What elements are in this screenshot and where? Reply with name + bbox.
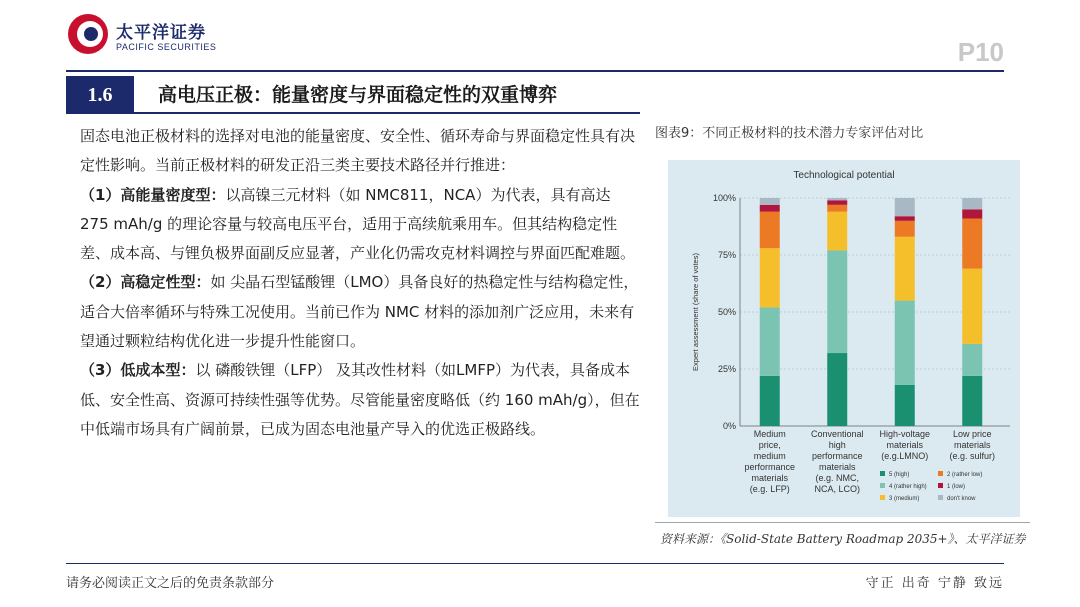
logo-chinese-name: 太平洋证券: [116, 23, 206, 43]
bar-segment: [895, 198, 915, 216]
bar-segment: [962, 198, 982, 209]
section-title: 高电压正极：能量密度与界面稳定性的双重博弈: [158, 84, 558, 106]
bar-segment: [895, 221, 915, 237]
pacific-securities-logo-icon: [66, 12, 110, 56]
bar-segment: [827, 198, 847, 200]
x-category-label: materials: [886, 440, 924, 450]
x-category-label: medium: [753, 451, 786, 461]
y-tick-label: 25%: [717, 364, 736, 374]
paragraph-high-stability: [80, 268, 640, 356]
legend-label: 5 (high): [889, 472, 910, 478]
y-tick-label: 75%: [717, 250, 736, 260]
bar-segment: [827, 250, 847, 353]
figure-caption: 图表9：不同正极材料的技术潜力专家评估对比: [655, 126, 924, 141]
legend-swatch: [938, 483, 943, 488]
paragraph-text: 以 磷酸铁锂（LFP） 及其改性材料（如LMFP）为代表，具备成本低、安全性高、资源可持续性强等优势。尽管能量密度略低（约 160 mAh/g），但在中低端市场具有广阔前景，已成为固态电池量产导入的优选正极路线。: [80, 361, 640, 438]
disclaimer-note: 请务必阅读正文之后的免责条款部分: [66, 576, 275, 591]
header-divider: [66, 70, 1004, 72]
x-category-label: materials: [751, 473, 789, 483]
x-category-label: (e.g. sulfur): [949, 451, 996, 461]
x-category-label: price,: [758, 440, 781, 450]
stacked-bar-chart: [668, 160, 1020, 517]
bar-segment: [827, 353, 847, 426]
paragraph-heading: （3）低成本型：: [80, 361, 196, 380]
bar-segment: [760, 212, 780, 248]
y-tick-label: 0%: [722, 421, 736, 431]
bar-segment: [895, 237, 915, 301]
bar-segment: [962, 344, 982, 376]
company-motto: 守正 出奇 宁静 致远: [865, 576, 1004, 591]
legend-swatch: [938, 471, 943, 476]
x-category-label: high: [828, 440, 846, 450]
page-number: P10: [957, 37, 1004, 67]
chart-panel: [668, 160, 1020, 517]
body-text: [80, 122, 640, 444]
source-divider: [655, 522, 1030, 523]
bar-segment: [962, 219, 982, 269]
paragraph-text: 以高镍三元材料（如 NMC811，NCA）为代表，具有高达 275 mAh/g 的理论容量与较高电压平台，适用于高续航乘用车。但其结构稳定性差、成本高、与锂负极界面副反应显著，产业化仍需攻克材料调控与界面匹配难题。: [80, 185, 636, 263]
legend-label: 4 (rather high): [889, 484, 927, 490]
x-category-label: (e.g.LMNO): [881, 451, 929, 461]
bar-segment: [895, 301, 915, 385]
bar-segment: [760, 376, 780, 426]
paragraph-low-cost: [80, 356, 640, 444]
legend-swatch: [880, 483, 885, 488]
x-category-label: Medium: [753, 429, 786, 439]
x-category-label: materials: [953, 440, 991, 450]
paragraph-text: 如 尖晶石型锰酸锂（LMO）具备良好的热稳定性与结构稳定性，适合大倍率循环与特殊工况使用。当前已作为 NMC 材料的添加剂广泛应用，未来有望通过颗粒结构优化进一步提升性能窗口。: [80, 273, 639, 351]
y-tick-label: 100%: [712, 193, 736, 203]
section-heading: [66, 76, 636, 114]
company-logo: [66, 10, 236, 66]
bar-segment: [760, 205, 780, 212]
legend-swatch: [880, 495, 885, 500]
bar-segment: [895, 385, 915, 426]
footer-divider: [66, 563, 1004, 564]
bar-segment: [962, 376, 982, 426]
section-underline: [66, 112, 640, 114]
bar-segment: [760, 198, 780, 205]
legend-label: 1 (low): [947, 484, 966, 490]
x-category-label: Low price: [952, 429, 992, 439]
section-number: 1.6: [66, 76, 134, 114]
legend-label: don't know: [947, 496, 976, 502]
figure-source: 资料来源：《Solid-State Battery Roadmap 2035+》、太平洋证券: [660, 532, 1026, 546]
bar-segment: [827, 200, 847, 205]
y-axis-label: Expert assessment (share of votes): [691, 253, 700, 371]
legend-label: 3 (medium): [889, 496, 920, 502]
bar-segment: [827, 212, 847, 251]
x-category-label: performance: [744, 462, 796, 472]
paragraph-high-energy: [80, 181, 640, 269]
x-category-label: Conventional: [810, 429, 864, 439]
legend-swatch: [880, 471, 885, 476]
bar-segment: [760, 307, 780, 375]
x-category-label: High-voltage: [879, 429, 931, 439]
bar-segment: [962, 269, 982, 344]
paragraph-heading: （2）高稳定性型：: [80, 273, 211, 292]
x-category-label: (e.g. NMC,: [815, 473, 860, 483]
x-category-label: NCA, LCO): [814, 484, 861, 494]
paragraph-heading: （1）高能量密度型：: [80, 185, 226, 204]
legend-label: 2 (rather low): [947, 472, 983, 478]
logo-english-name: PACIFIC SECURITIES: [116, 42, 217, 52]
legend-swatch: [938, 495, 943, 500]
x-category-label: performance: [811, 451, 863, 461]
bar-segment: [827, 205, 847, 212]
bar-segment: [962, 209, 982, 218]
chart-title: Technological potential: [793, 170, 895, 181]
x-category-label: (e.g. LFP): [749, 484, 790, 494]
bar-segment: [760, 248, 780, 307]
x-category-label: materials: [818, 462, 856, 472]
intro-paragraph: 固态电池正极材料的选择对电池的能量密度、安全性、循环寿命与界面稳定性具有决定性影响。当前正极材料的研发正沿三类主要技术路径并行推进：: [80, 127, 636, 175]
y-tick-label: 50%: [717, 307, 736, 317]
bar-segment: [895, 216, 915, 221]
